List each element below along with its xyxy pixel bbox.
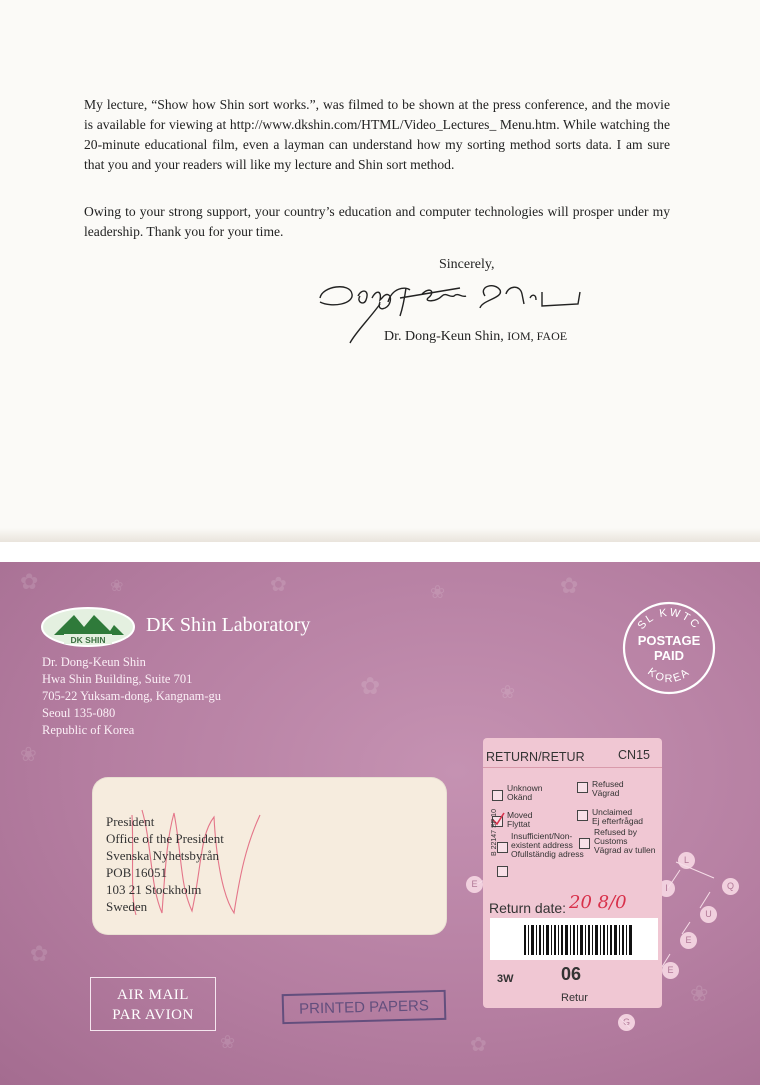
decorative-bead: E: [466, 876, 483, 893]
divider: [483, 767, 662, 768]
air-mail-text: AIR MAIL: [117, 987, 189, 1003]
flower-pattern-icon: ❀: [220, 1032, 236, 1053]
recipient-line: President: [106, 814, 155, 829]
sender-line: 705-22 Yuksam-dong, Kangnam-gu: [42, 689, 222, 703]
option-moved: Moved Flyttat: [507, 810, 533, 829]
checkbox-refused-by-customs: [579, 838, 590, 849]
logo-text: DK SHIN: [70, 635, 106, 645]
return-label-cn15: [483, 738, 662, 1008]
signer-line: [384, 329, 567, 345]
postage-bottom-text: KOREA: [645, 665, 693, 686]
postage-line1: POSTAGE: [637, 633, 701, 648]
decorative-bead: G: [618, 1014, 635, 1031]
flower-pattern-icon: ❀: [430, 582, 446, 603]
return-label-code: CN15: [618, 748, 650, 762]
recipient-line: Svenska Nyhetsbyrån: [106, 848, 220, 863]
sender-line: Hwa Shin Building, Suite 701: [42, 672, 193, 686]
checkbox-unknown: [492, 790, 503, 801]
postage-line2: PAID: [653, 648, 685, 663]
checkbox-other: [497, 866, 508, 877]
air-mail-box: [90, 977, 216, 1031]
closing: Sincerely,: [439, 257, 495, 272]
option-refused-by-customs: Refused by Customs Vägrad av tullen: [594, 827, 656, 855]
decorative-bead: I: [658, 880, 675, 897]
par-avion-text: PAR AVION: [112, 1007, 194, 1023]
flower-pattern-icon: ✿: [470, 1032, 487, 1056]
option-unclaimed: Unclaimed Ej efterfrågad: [592, 807, 644, 826]
checkbox-insufficient-address: [497, 842, 508, 853]
return-date-label: Return date:: [489, 900, 567, 916]
flower-pattern-icon: ❀: [500, 682, 516, 703]
label-code-3w: 3W: [497, 973, 514, 985]
postage-paid-stamp: [621, 600, 717, 696]
sender-line: Seoul 135-080: [42, 706, 116, 720]
recipient-line: 103 21 Stockholm: [106, 882, 202, 897]
flower-pattern-icon: ✿: [560, 574, 579, 599]
flower-pattern-icon: ✿: [30, 942, 49, 967]
recipient-line: POB 16051: [106, 865, 168, 880]
label-serial: B 22147 SP 10: [491, 809, 498, 856]
recipient-line: Office of the President: [106, 831, 224, 846]
flower-pattern-icon: ❀: [690, 982, 709, 1007]
decorative-bead: E: [662, 962, 679, 979]
label-number: 06: [561, 964, 582, 984]
letter-fold-shadow: [0, 528, 760, 542]
lab-name: DK Shin Laboratory: [146, 614, 311, 636]
sender-address: [42, 654, 221, 739]
flower-pattern-icon: ❀: [110, 576, 124, 595]
printed-papers-stamp: PRINTED PAPERS: [282, 990, 447, 1024]
checkbox-refused: [577, 782, 588, 793]
label-retur: Retur: [561, 992, 588, 1004]
sender-line: Dr. Dong-Keun Shin: [42, 655, 146, 669]
flower-pattern-icon: ✿: [270, 572, 287, 596]
flower-pattern-icon: ✿: [360, 672, 381, 700]
page-gap: [0, 542, 760, 562]
option-insufficient-address: Insufficient/Non- existent address Ofullständig adress: [511, 831, 584, 859]
letter-paragraph-2: Owing to your strong support, your country’s education and computer technologies will prosper under my leadership. Thank you for your time.: [84, 204, 670, 239]
decorative-bead: U: [700, 906, 717, 923]
signer-name: Dr. Dong-Keun Shin,: [384, 329, 504, 344]
recipient-line: Sweden: [106, 899, 148, 914]
barcode-panel: [490, 918, 658, 960]
letter-paragraph-1: My lecture, “Show how Shin sort works.”, was filmed to be shown at the press conference, and the movie is available for viewing at http://www.dkshin.com/HTML/Video_Lectures_ Menu.htm. While watching the 20-minute educational film, even a layman can understand how my sorting method sorts data. I am sure that you and your readers will like my lecture and Shin sort method.: [84, 97, 670, 172]
address-window: [92, 777, 447, 935]
decorative-bead: Q: [722, 878, 739, 895]
flower-pattern-icon: ✿: [20, 570, 39, 595]
decorative-bead: E: [680, 932, 697, 949]
svg-text:KOREA: [645, 666, 693, 685]
envelope: [0, 562, 760, 1085]
recipient-address: [106, 813, 224, 915]
dk-shin-logo: [40, 605, 136, 649]
return-label-title: RETURN/RETUR: [486, 750, 585, 764]
return-date-value: 20 8/0: [569, 892, 627, 913]
flower-pattern-icon: ❀: [20, 742, 37, 766]
barcode: [524, 925, 634, 955]
option-refused: Refused Vägrad: [592, 779, 624, 798]
checkbox-unclaimed: [577, 810, 588, 821]
signer-credentials: IOM, FAOE: [507, 329, 568, 343]
sender-line: Republic of Korea: [42, 723, 135, 737]
postage-top-text: SL KWTC: [635, 606, 703, 632]
decorative-bead: L: [678, 852, 695, 869]
option-unknown: Unknown Okänd: [507, 783, 543, 802]
